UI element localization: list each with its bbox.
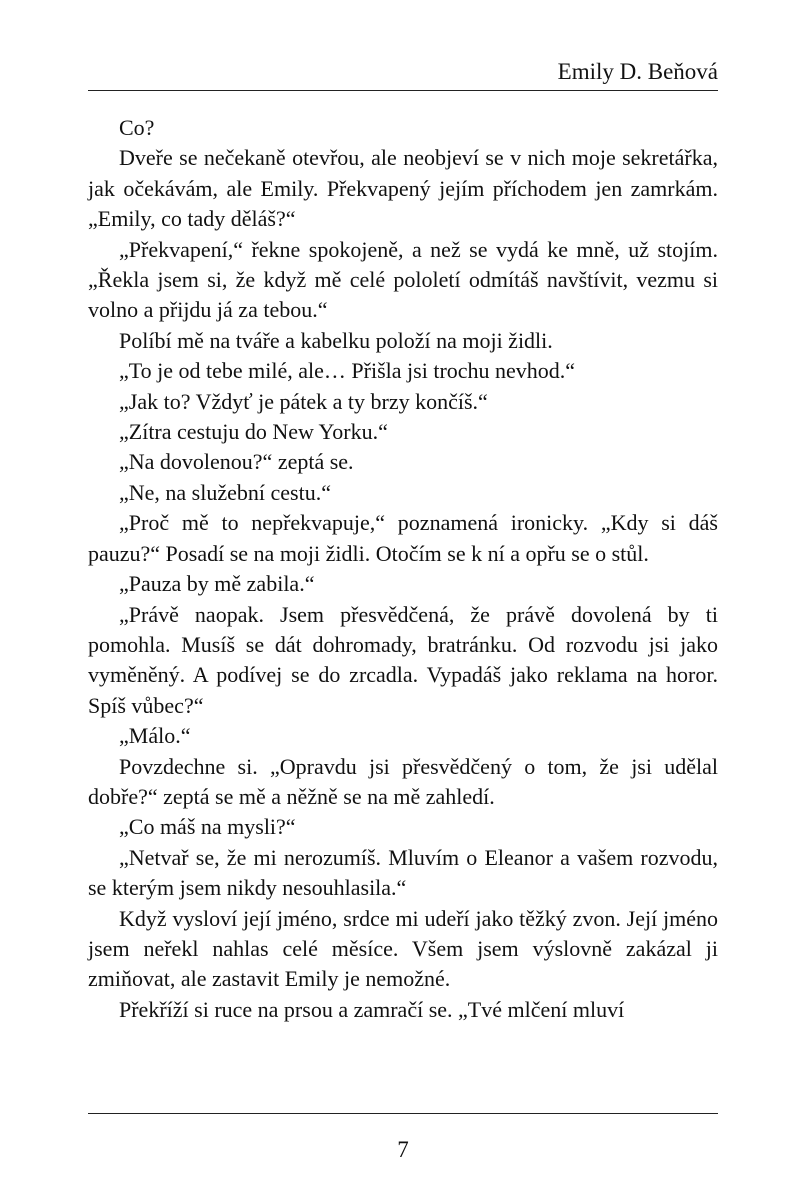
paragraph: „Zítra cestuju do New Yorku.“	[119, 419, 388, 445]
paragraph: „Netvař se, že mi nerozumíš. Mluvím o Eleanor a vašem rozvodu, se kterým jsem nikdy nesouhlasila.“	[88, 844, 718, 901]
paragraph: „Právě naopak. Jsem přesvědčená, že právě dovolená by ti pomohla. Musíš se dát dohromady, bratránku. Od rozvodu jsi jako vyměněný. A podívej se do zrcadla. Vypadáš jako reklama na horor. Spíš vůbec?“	[88, 601, 718, 718]
paragraph: Překříží si ruce na prsou a zamračí se. „Tvé mlčení mluví	[119, 996, 625, 1022]
body-text	[88, 113, 718, 1025]
paragraph: „Překvapení,“ řekne spokojeně, a než se vydá ke mně, už stojím. „Řekla jsem si, že když mě celé pololetí odmítáš navštívit, vezmu si volno a přijdu já za tebou.“	[88, 236, 718, 323]
paragraph: „Málo.“	[119, 723, 191, 749]
paragraph: Dveře se nečekaně otevřou, ale neobjeví se v nich moje sekretářka, jak očekávám, ale Emily. Překvapený jejím příchodem jen zamrkám. „Emily, co tady děláš?“	[88, 145, 718, 232]
paragraph: „Pauza by mě zabila.“	[119, 571, 315, 597]
running-head-author: Emily D. Beňová	[557, 59, 718, 84]
page-number: 7	[397, 1137, 409, 1162]
paragraph: „Na dovolenou?“ zeptá se.	[119, 449, 354, 475]
paragraph: Povzdechne si. „Opravdu jsi přesvědčený o tom, že jsi udělal dobře?“ zeptá se mě a něžně se na mě zahledí.	[88, 753, 718, 809]
paragraph: „Co máš na mysli?“	[119, 814, 296, 840]
paragraph: „Proč mě to nepřekvapuje,“ poznamená ironicky. „Kdy si dáš pauzu?“ Posadí se na moji židli. Otočím se k ní a opřu se o stůl.	[88, 510, 718, 566]
running-header	[88, 56, 718, 91]
paragraph: „To je od tebe milé, ale… Přišla jsi trochu nevhod.“	[119, 358, 576, 384]
paragraph: „Ne, na služební cestu.“	[119, 479, 331, 505]
paragraph: Když vysloví její jméno, srdce mi udeří jako těžký zvon. Její jméno jsem neřekl nahlas celé měsíce. Všem jsem výslovně zakázal ji zmiňovat, ale zastavit Emily je nemožné.	[88, 905, 718, 992]
paragraph: „Jak to? Vždyť je pátek a ty brzy končíš.“	[119, 388, 488, 414]
paragraph: Políbí mě na tváře a kabelku položí na moji židli.	[119, 327, 553, 353]
paragraph: Co?	[119, 115, 155, 140]
footer-rule	[88, 1113, 718, 1114]
